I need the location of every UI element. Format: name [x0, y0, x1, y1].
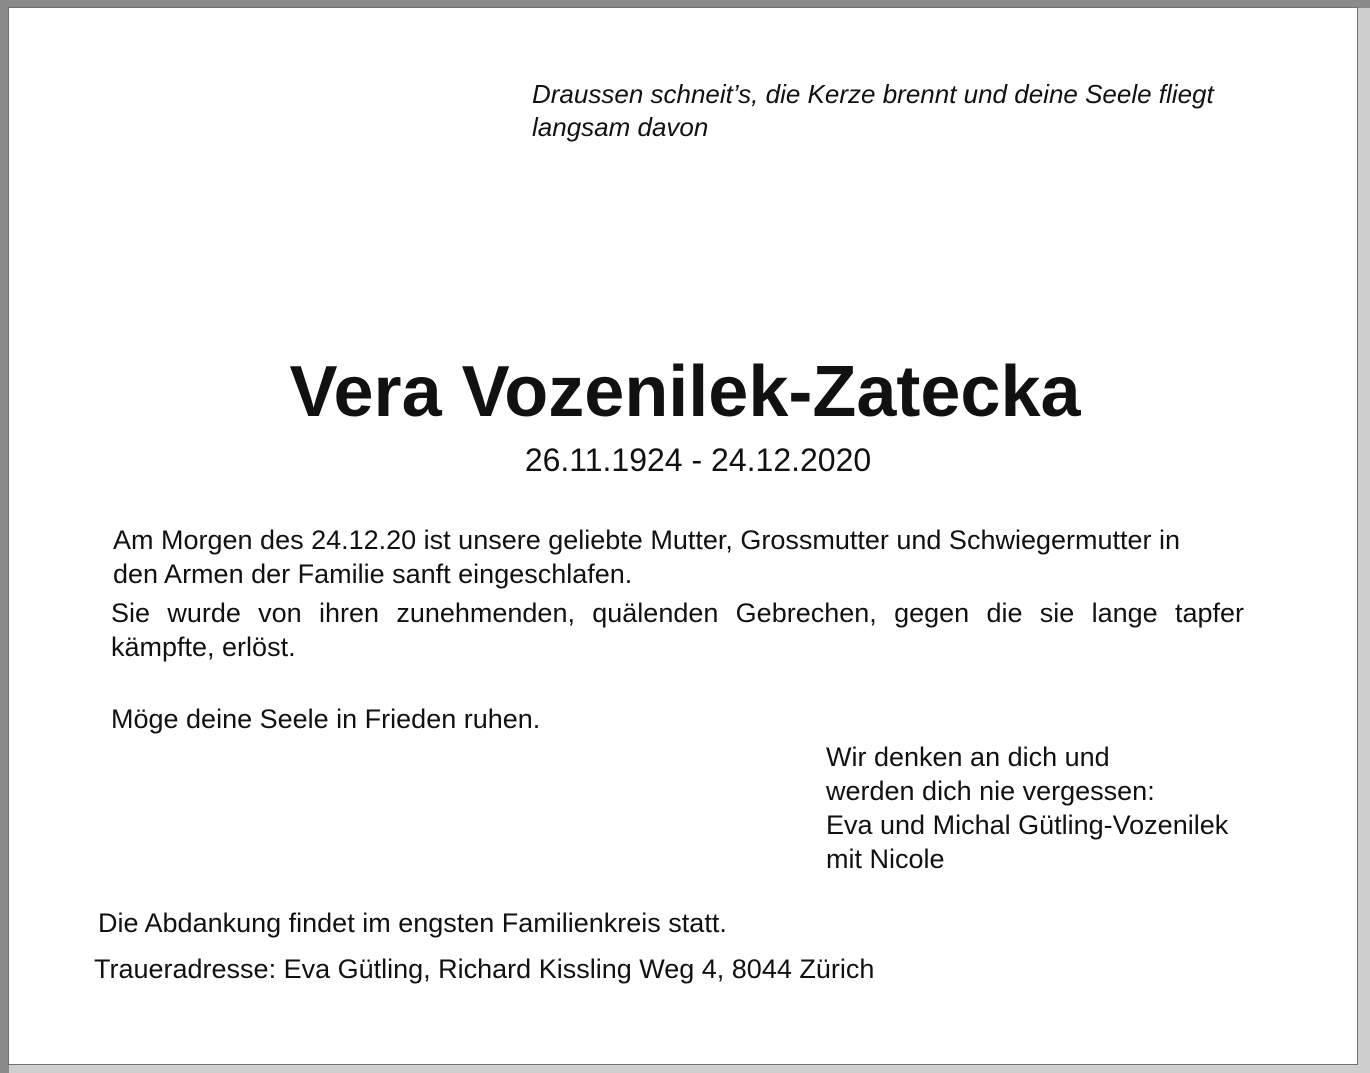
family-signature: Wir denken an dich und werden dich nie vergessen: Eva und Michal Gütling-Vozenilek mit Nicole: [826, 742, 1229, 874]
opening-quote: Draussen schneit’s, die Kerze brennt und deine Seele fliegt langsam davon: [532, 79, 1214, 142]
deceased-name: Vera Vozenilek-Zatecka: [289, 352, 1081, 432]
page-shadow-right: [1357, 8, 1370, 1073]
farewell-line: Möge deine Seele in Frieden ruhen.: [111, 704, 541, 734]
announcement-paragraph: Am Morgen des 24.12.20 ist unsere geliebte Mutter, Grossmutter und Schwiegermutter in den Armen der Familie sanft eingeschlafen.: [113, 525, 1181, 589]
ceremony-notice: Die Abdankung findet im engsten Familienkreis statt.: [98, 908, 727, 938]
page-shadow-bottom: [9, 1064, 1370, 1073]
mourning-address: Traueradresse: Eva Gütling, Richard Kissling Weg 4, 8044 Zürich: [94, 954, 875, 984]
relief-paragraph: Sie wurde von ihren zunehmenden, quälenden Gebrechen, gegen die sie lange tapfer kämpfte, erlöst.: [111, 598, 1244, 662]
life-dates: 26.11.1924 - 24.12.2020: [524, 442, 872, 478]
